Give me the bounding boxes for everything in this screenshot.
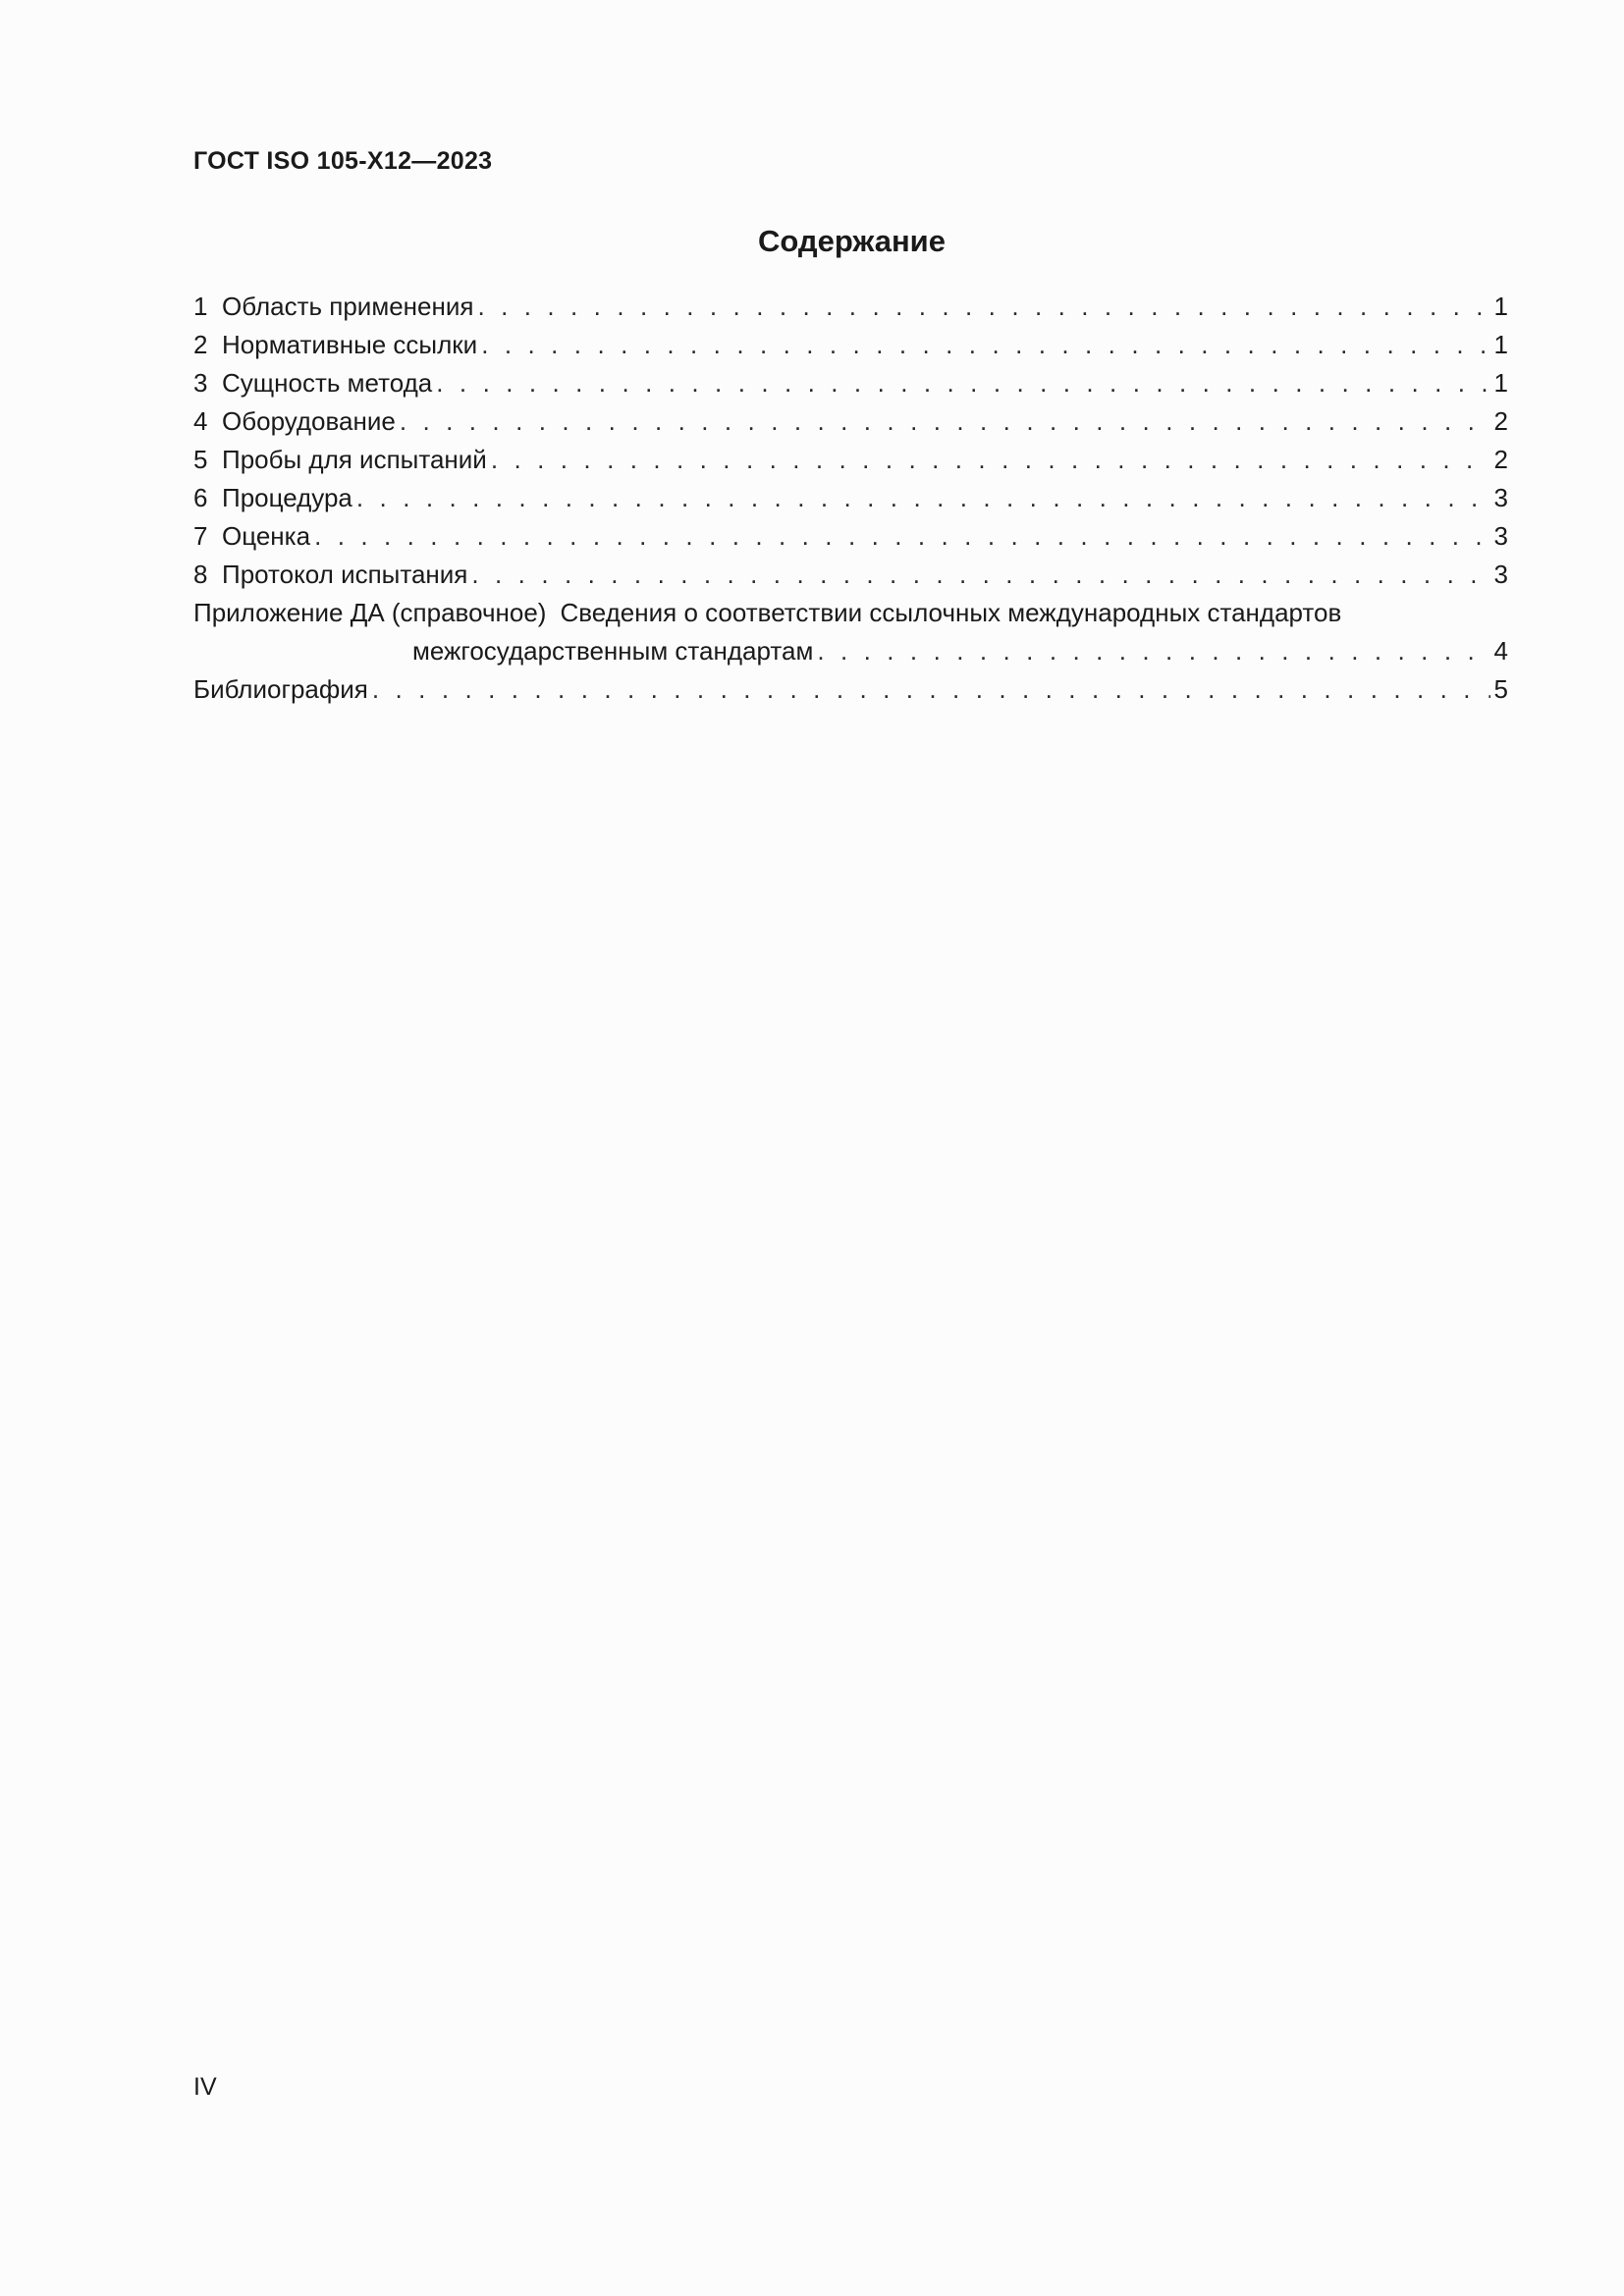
- toc-entry-page: 5: [1493, 674, 1508, 704]
- toc-entry-appendix[interactable]: [193, 594, 1508, 670]
- toc-entry-label: Библиография: [193, 674, 368, 704]
- toc-entry-label: Процедура: [222, 483, 352, 512]
- appendix-designation: Приложение ДА (справочное): [193, 598, 547, 627]
- toc-leader-dots: [436, 364, 1489, 402]
- toc-entry-2[interactable]: [193, 326, 1508, 364]
- table-of-contents: [193, 288, 1508, 709]
- appendix-title-line1: Сведения о соответствии ссылочных международных стандартов: [560, 598, 1342, 627]
- toc-entry-3[interactable]: [193, 364, 1508, 402]
- toc-entry-label: Оборудование: [222, 406, 396, 436]
- toc-leader-dots: [481, 326, 1489, 364]
- toc-entry-label: Пробы для испытаний: [222, 445, 487, 474]
- toc-entry-page: 3: [1493, 560, 1508, 589]
- toc-entry-page: 3: [1493, 521, 1508, 551]
- toc-entry-bibliography[interactable]: [193, 670, 1508, 709]
- toc-leader-dots: [471, 556, 1489, 594]
- toc-entry-8[interactable]: [193, 556, 1508, 594]
- toc-entry-6[interactable]: [193, 479, 1508, 517]
- toc-entry-number: 5: [193, 445, 208, 474]
- toc-leader-dots: [314, 517, 1489, 556]
- toc-entry-number: 1: [193, 292, 208, 321]
- toc-leader-dots: [477, 288, 1489, 326]
- toc-leader-dots: [400, 402, 1490, 441]
- toc-entry-label: Нормативные ссылки: [222, 330, 478, 359]
- toc-entry-page: 3: [1493, 483, 1508, 512]
- toc-entry-number: 7: [193, 521, 208, 551]
- toc-entry-number: 6: [193, 483, 208, 512]
- toc-entry-page: 1: [1493, 330, 1508, 359]
- toc-entry-page: 4: [1493, 636, 1508, 666]
- toc-entry-1[interactable]: [193, 288, 1508, 326]
- toc-leader-dots: [372, 670, 1490, 709]
- toc-entry-number: 3: [193, 368, 208, 398]
- toc-entry-number: 4: [193, 406, 208, 436]
- toc-entry-4[interactable]: [193, 402, 1508, 441]
- toc-entry-label: Оценка: [222, 521, 311, 551]
- toc-entry-label: Сущность метода: [222, 368, 433, 398]
- toc-entry-page: 1: [1493, 368, 1508, 398]
- toc-leader-dots: [491, 441, 1490, 479]
- toc-entry-label: Протокол испытания: [222, 560, 468, 589]
- toc-entry-5[interactable]: [193, 441, 1508, 479]
- toc-entry-page: 2: [1493, 406, 1508, 436]
- toc-entry-page: 1: [1493, 292, 1508, 321]
- toc-entry-page: 2: [1493, 445, 1508, 474]
- toc-entry-number: 2: [193, 330, 208, 359]
- toc-leader-dots: [817, 632, 1489, 670]
- appendix-title-continuation: [193, 632, 1508, 670]
- toc-entry-label: Область применения: [222, 292, 474, 321]
- toc-entry-number: 8: [193, 560, 208, 589]
- appendix-title-line2: межгосударственным стандартам: [412, 636, 814, 666]
- toc-leader-dots: [356, 479, 1490, 517]
- document-code: ГОСТ ISO 105-X12—2023: [193, 147, 493, 175]
- page-number: IV: [193, 2073, 217, 2101]
- toc-entry-7[interactable]: [193, 517, 1508, 556]
- appendix-heading-line: [193, 594, 1508, 632]
- toc-title: Содержание: [758, 224, 946, 258]
